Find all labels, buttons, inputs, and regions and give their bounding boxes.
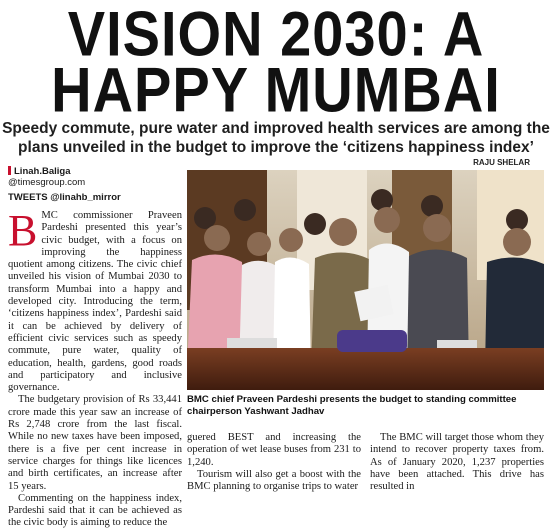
- article-paragraph-3: Commenting on the happiness index, Pardeshi said that it can be achieved as the civic body is aiming to reduce the: [8, 492, 182, 529]
- news-photo: [187, 170, 544, 390]
- article-paragraph-2: The budgetary provision of Rs 33,441 crore made this year saw an increase of Rs 2,748 crore from the last fiscal. While no new taxes have been imposed, there is a five per cent increase in service charges for things like licences and birth certificates, an increase after 15 years.: [8, 394, 182, 492]
- paragraph-text: MC commissioner Praveen Pardeshi presented this year’s civic budget, with a focus on improving the happiness quotient among citizens. The civic chief unveiled his vision of Mumbai 2030 to transform Mumbai into a happy and developed city. Introducing the term, ‘citizens happiness index’, Pardeshi said it can be achieved by delivery of efficient civic services such as speedy commute, pure water, quality of education, health, gardens, good roads and participatory and inclusive governance.: [8, 210, 182, 394]
- article-body: [8, 206, 182, 529]
- column-2-paragraph-2: Tourism will also get a boost with the BMC planning to organise trips to water: [187, 468, 361, 493]
- column-3-paragraph-1: The BMC will target those whom they intend to recover property taxes from. As of January 2020, 1,237 properties have been attached. This drive has resulted in: [370, 432, 544, 493]
- deck-line-1: Speedy commute, pure water and improved health services are among the: [2, 120, 550, 137]
- deck-line-2: plans unveiled in the budget to improve the ‘citizens happiness index’: [18, 139, 534, 156]
- byline-email: @timesgroup.com: [8, 177, 86, 188]
- headline-line-1: VISION 2030: A: [67, 0, 485, 69]
- article-column-2: [187, 432, 361, 493]
- photo-credit: RAJU SHELAR: [473, 158, 530, 167]
- byline: [8, 166, 178, 203]
- headline-line-2: HAPPY MUMBAI: [51, 54, 501, 125]
- byline-accent-bar: [8, 166, 11, 175]
- byline-twitter: TWEETS @linahb_mirror: [8, 192, 121, 203]
- photo-caption: BMC chief Praveen Pardeshi presents the budget to standing committee chairperson Yashwant Jadhav: [187, 394, 517, 417]
- byline-name: Linah.Baliga: [14, 166, 71, 177]
- article-paragraph-1: [8, 206, 182, 394]
- column-2-paragraph-1: guered BEST and increasing the operation of wet lease buses from 231 to 1,240.: [187, 432, 361, 468]
- article-column-3: [370, 432, 544, 493]
- drop-cap: B: [8, 206, 38, 255]
